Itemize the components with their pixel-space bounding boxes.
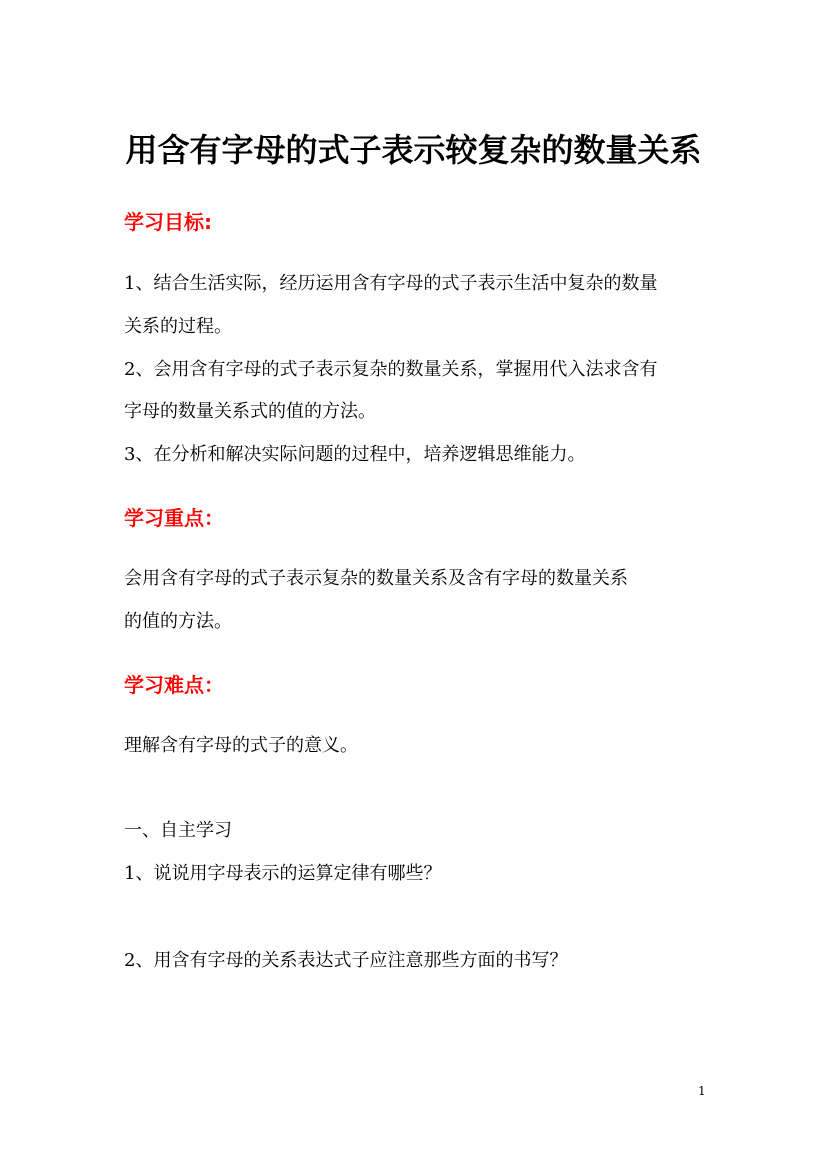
goals-line-4: 字母的数量关系式的值的方法。 [124, 401, 376, 422]
difficulties-line-1: 理解含有字母的式子的意义。 [124, 735, 358, 756]
section-heading-key-points: 学习重点： [124, 506, 224, 530]
section-heading-goals: 学习目标: [124, 210, 212, 234]
key-points-line-2: 的值的方法。 [124, 611, 232, 632]
self-study-heading: 一、自主学习 [124, 820, 232, 841]
document-title: 用含有字母的式子表示较复杂的数量关系 [125, 131, 702, 169]
key-points-line-1: 会用含有字母的式子表示复杂的数量关系及含有字母的数量关系 [124, 568, 628, 589]
goals-line-1: 1、结合生活实际，经历运用含有字母的式子表示生活中复杂的数量 [124, 273, 658, 294]
self-study-question-2: 2、用含有字母的关系表达式子应注意那些方面的书写？ [124, 950, 568, 971]
page-number: 1 [698, 1084, 706, 1098]
self-study-question-1: 1、说说用字母表示的运算定律有哪些？ [124, 863, 442, 884]
goals-line-2: 关系的过程。 [124, 316, 232, 337]
goals-line-3: 2、会用含有字母的式子表示复杂的数量关系，掌握用代入法求含有 [124, 359, 658, 380]
section-heading-difficulties: 学习难点： [124, 673, 224, 697]
goals-line-5: 3、在分析和解决实际问题的过程中，培养逻辑思维能力。 [124, 444, 586, 465]
